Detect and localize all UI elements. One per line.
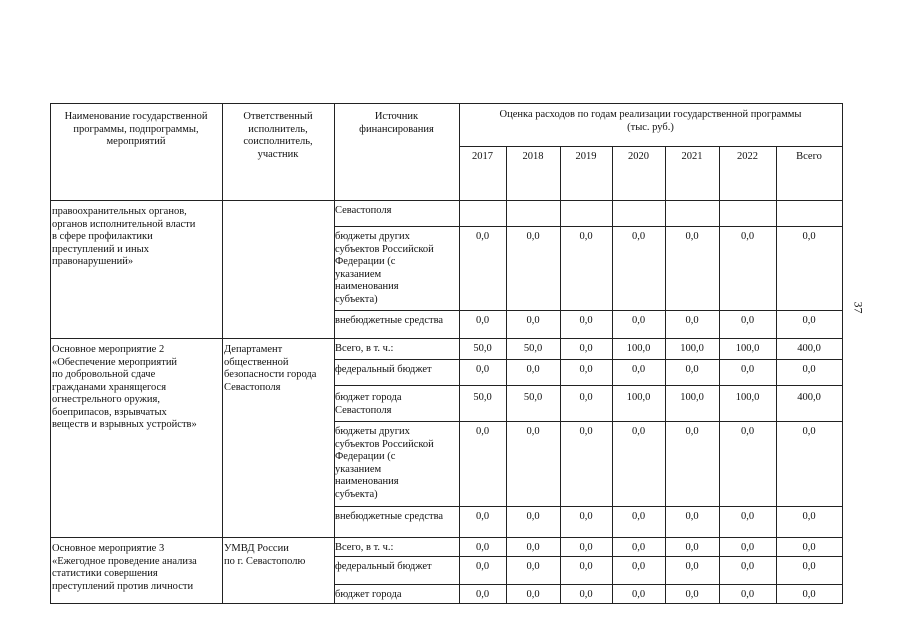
expense-value: 0,0 (475, 589, 490, 600)
expense-value: 0,0 (579, 589, 593, 600)
expense-value: 0,0 (579, 542, 593, 553)
header-year: 2017 (472, 151, 493, 162)
row-rule (334, 359, 843, 360)
expense-value: 100,0 (626, 392, 651, 403)
expense-value: 0,0 (740, 542, 755, 553)
expense-value: 0,0 (631, 426, 646, 437)
expense-value: 0,0 (802, 511, 816, 522)
row-rule (334, 421, 843, 422)
expense-value: 100,0 (735, 343, 760, 354)
expense-value: 0,0 (475, 315, 490, 326)
page-number: 37 (851, 301, 866, 314)
funding-source: Севастополя (335, 205, 392, 216)
expense-value: 0,0 (631, 231, 646, 242)
expense-value: 100,0 (626, 343, 651, 354)
expense-value: 0,0 (579, 392, 593, 403)
funding-source: федеральный бюджет (335, 561, 432, 572)
header-year: 2022 (737, 151, 758, 162)
expense-value: 0,0 (579, 364, 593, 375)
expense-value: 0,0 (579, 511, 593, 522)
funding-source: бюджет города (335, 589, 402, 600)
expense-value: 400,0 (797, 343, 821, 354)
expense-value: 0,0 (475, 561, 490, 572)
column-rule (222, 103, 223, 603)
expense-value: 0,0 (740, 364, 755, 375)
expense-value: 0,0 (740, 315, 755, 326)
expense-value: 0,0 (579, 561, 593, 572)
funding-source: Всего, в т. ч.: (335, 343, 394, 354)
expense-value: 0,0 (802, 426, 816, 437)
expense-value: 0,0 (475, 511, 490, 522)
row-rule (334, 226, 843, 227)
expense-value: 0,0 (802, 561, 816, 572)
expense-value: 0,0 (740, 589, 755, 600)
program-name: правоохранительных органов, органов исполнительной власти в сфере профилактики преступлений и иных правонарушений» (52, 206, 196, 267)
header-sub-rule (459, 146, 843, 147)
expense-value: 0,0 (802, 231, 816, 242)
funding-source: внебюджетные средства (335, 315, 444, 326)
expense-value: 100,0 (735, 392, 760, 403)
expense-value: 0,0 (740, 511, 755, 522)
expense-value: 0,0 (475, 364, 490, 375)
expense-value: 400,0 (797, 392, 821, 403)
funding-source: бюджеты других субъектов Российской Федерации (с указанием наименования субъекта) (335, 426, 434, 500)
expense-value: 0,0 (685, 315, 699, 326)
block-rule (50, 200, 843, 201)
expense-value: 0,0 (631, 589, 646, 600)
column-rule (842, 103, 843, 603)
expense-value: 0,0 (802, 315, 816, 326)
header-year: Всего (796, 151, 822, 162)
expense-value: 50,0 (473, 392, 492, 403)
expense-value: 0,0 (740, 561, 755, 572)
responsible-party: УМВД России по г. Севастополю (224, 543, 306, 567)
funding-source: бюджет города Севастополя (335, 392, 402, 416)
expense-value: 0,0 (579, 315, 593, 326)
program-name: Основное мероприятие 2 «Обеспечение мероприятий по добровольной сдаче гражданами хранящегося огнестрельного оружия, боеприпасов, взрывчатых веществ и взрывных устройств» (52, 344, 197, 430)
funding-source: внебюджетные средства (335, 511, 444, 522)
header-name: Наименование государственной программы, подпрограммы, мероприятий (64, 111, 208, 147)
table-top-rule (50, 103, 843, 104)
expense-value: 0,0 (526, 561, 540, 572)
program-name: Основное мероприятие 3 «Ежегодное проведение анализа статистики совершения преступлений против личности (52, 543, 197, 592)
expense-value: 0,0 (802, 542, 816, 553)
expense-value: 0,0 (685, 364, 699, 375)
expense-value: 0,0 (526, 315, 540, 326)
row-rule (334, 556, 843, 557)
expense-value: 100,0 (680, 392, 704, 403)
expense-value: 0,0 (802, 364, 816, 375)
block-rule (50, 338, 843, 339)
funding-source: бюджеты других субъектов Российской Федерации (с указанием наименования субъекта) (335, 231, 434, 305)
expense-value: 0,0 (526, 511, 540, 522)
expense-value: 0,0 (631, 542, 646, 553)
expense-value: 0,0 (579, 231, 593, 242)
column-rule (50, 103, 51, 603)
expense-value: 0,0 (685, 511, 699, 522)
header-responsible: Ответственный исполнитель, соисполнитель, участник (243, 111, 313, 160)
row-rule (334, 584, 843, 585)
funding-source: Всего, в т. ч.: (335, 542, 394, 553)
block-rule (50, 537, 843, 538)
expense-value: 0,0 (579, 343, 593, 354)
expense-value: 0,0 (740, 426, 755, 437)
header-estimate: Оценка расходов по годам реализации государственной программы (тыс. руб.) (499, 109, 802, 133)
header-source: Источник финансирования (359, 111, 434, 135)
expense-value: 0,0 (526, 364, 540, 375)
expense-value: 100,0 (680, 343, 704, 354)
header-year: 2018 (522, 151, 544, 162)
row-rule (334, 506, 843, 507)
expense-value: 50,0 (473, 343, 492, 354)
expense-value: 0,0 (685, 561, 699, 572)
header-year: 2021 (681, 151, 703, 162)
header-year: 2020 (628, 151, 649, 162)
expense-value: 0,0 (475, 426, 490, 437)
expense-value: 0,0 (631, 364, 646, 375)
expense-value: 50,0 (523, 392, 543, 403)
expense-value: 0,0 (475, 231, 490, 242)
expense-value: 0,0 (526, 231, 540, 242)
expense-value: 0,0 (802, 589, 816, 600)
funding-source: федеральный бюджет (335, 364, 432, 375)
row-rule (334, 310, 843, 311)
expense-value: 0,0 (526, 542, 540, 553)
expense-value: 0,0 (685, 426, 699, 437)
expense-value: 0,0 (526, 589, 540, 600)
expense-value: 0,0 (631, 315, 646, 326)
header-year: 2019 (575, 151, 597, 162)
expense-value: 0,0 (740, 231, 755, 242)
expense-value: 0,0 (685, 589, 699, 600)
responsible-party: Департамент общественной безопасности города Севастополя (224, 344, 317, 393)
block-rule (50, 603, 843, 604)
expense-value: 0,0 (475, 542, 490, 553)
expense-value: 0,0 (579, 426, 593, 437)
expense-value: 0,0 (685, 231, 699, 242)
expense-value: 50,0 (523, 343, 543, 354)
expense-value: 0,0 (631, 561, 646, 572)
expense-value: 0,0 (526, 426, 540, 437)
expense-value: 0,0 (685, 542, 699, 553)
row-rule (334, 385, 843, 386)
expense-value: 0,0 (631, 511, 646, 522)
